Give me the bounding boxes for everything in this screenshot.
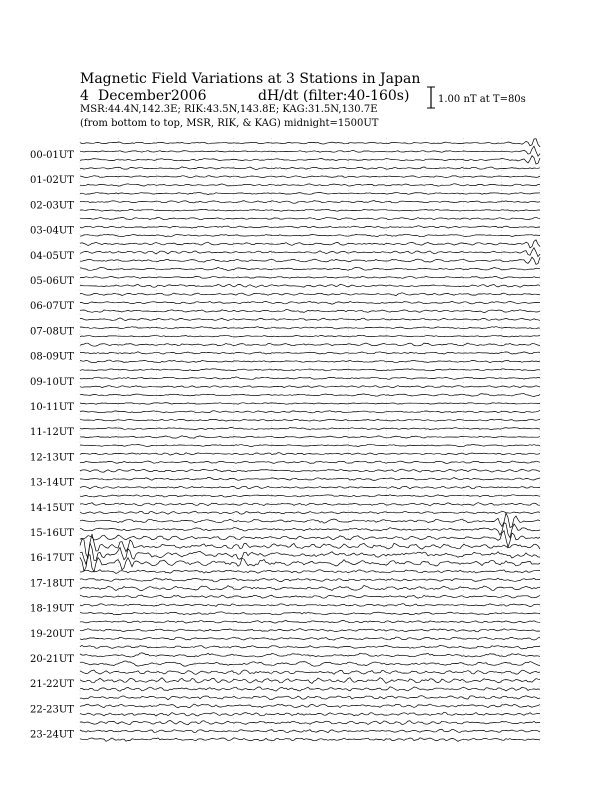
hour-label: 12-13UT (30, 452, 74, 464)
hour-label: 17-18UT (30, 578, 74, 590)
hour-label: 09-10UT (30, 376, 74, 388)
trace-msr-13-14UT (80, 469, 540, 472)
trace-rik-08-09UT (80, 352, 540, 354)
time-grid (80, 138, 540, 745)
hour-label: 11-12UT (30, 427, 74, 439)
trace-msr-22-23UT (80, 696, 540, 700)
trace-msr-15-16UT (80, 513, 540, 528)
date-month-year: December2006 (98, 88, 207, 104)
trace-msr-11-12UT (80, 419, 540, 421)
hour-label: 01-02UT (30, 175, 74, 187)
trace-rik-22-23UT (80, 704, 540, 708)
trace-rik-11-12UT (80, 428, 540, 430)
trace-rik-04-05UT (80, 248, 540, 257)
hour-label: 21-22UT (30, 679, 74, 691)
trace-kag-16-17UT (80, 555, 540, 572)
hour-label: 03-04UT (30, 225, 74, 237)
trace-rik-14-15UT (80, 503, 540, 506)
trace-msr-02-03UT (80, 192, 540, 194)
hour-label: 13-14UT (30, 477, 74, 489)
hour-label: 06-07UT (30, 301, 74, 313)
scale-bar-label: 1.00 nT at T=80s (438, 94, 526, 105)
trace-kag-11-12UT (80, 436, 540, 438)
hour-label: 23-24UT (30, 729, 74, 741)
hour-label: 02-03UT (30, 200, 74, 212)
trace-msr-18-19UT (80, 595, 540, 598)
quantity-filter-label: dH/dt (filter:40-160s) (258, 88, 410, 104)
trace-kag-07-08UT (80, 336, 540, 337)
hour-label: 22-23UT (30, 704, 74, 716)
hour-label: 18-19UT (30, 603, 74, 615)
hour-label: 16-17UT (30, 553, 74, 565)
trace-msr-14-15UT (80, 495, 540, 497)
hour-label: 15-16UT (30, 528, 74, 539)
station-coordinates: MSR:44.4N,142.3E; RIK:43.5N,143.8E; KAG:31.5N,130.7E (80, 104, 378, 115)
hour-labels (30, 150, 74, 741)
station-order-note: (from bottom to top, MSR, RIK, & KAG) midnight=1500UT (80, 118, 379, 129)
hour-label: 19-20UT (30, 628, 74, 640)
trace-kag-20-21UT (80, 661, 540, 666)
trace-msr-08-09UT (80, 343, 540, 346)
trace-kag-03-04UT (80, 234, 540, 236)
date-day: 4 (80, 88, 89, 104)
hour-label: 05-06UT (30, 276, 74, 287)
trace-msr-20-21UT (80, 645, 540, 649)
chart-title: Magnetic Field Variations at 3 Stations in Japan (80, 71, 421, 87)
hour-label: 20-21UT (30, 654, 74, 665)
trace-kag-01-02UT (80, 184, 540, 186)
hour-label: 07-08UT (30, 326, 74, 338)
scale-bar-icon (427, 87, 435, 108)
trace-msr-01-02UT (80, 167, 540, 170)
hour-label: 04-05UT (30, 250, 74, 262)
hour-label: 08-09UT (30, 351, 74, 363)
trace-rik-01-02UT (80, 176, 540, 178)
hour-label: 10-11UT (30, 402, 74, 413)
hour-label: 14-15UT (30, 502, 74, 514)
trace-kag-22-23UT (80, 712, 540, 716)
hour-label: 00-01UT (30, 150, 74, 161)
trace-kag-14-15UT (80, 511, 540, 514)
